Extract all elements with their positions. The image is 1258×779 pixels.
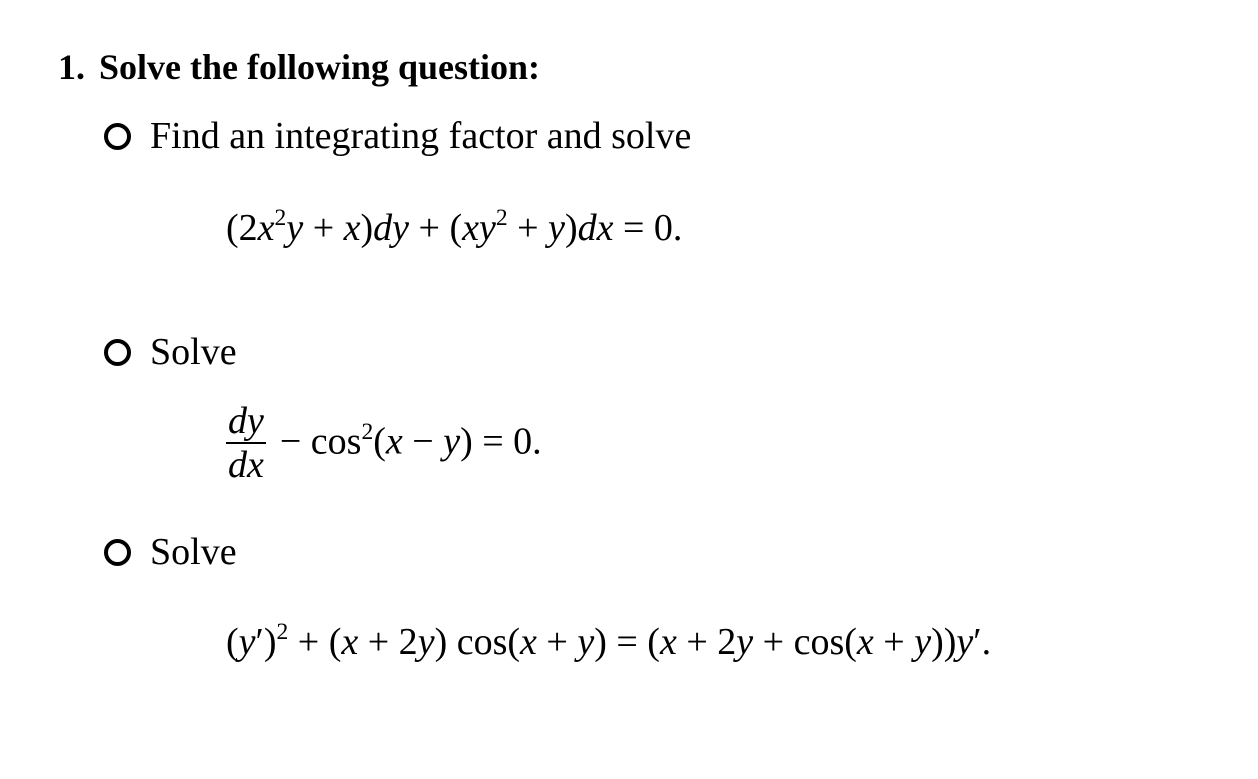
circle-bullet-icon	[104, 539, 131, 566]
circle-bullet-icon	[104, 123, 131, 150]
derivative-fraction: $\frac{dy}{dx}$	[228, 400, 264, 486]
problem-2-label: Solve	[150, 331, 237, 373]
question-title: Solve the following question:	[99, 47, 541, 87]
problem-1-label: Find an integrating factor and solve	[150, 115, 692, 157]
circle-bullet-icon	[104, 339, 131, 366]
equation-3: $(y')^2 + (x + 2y) \cos(x + y) = (x + 2y + \cos(x + y))y'$.	[226, 619, 992, 663]
equation-1: $(2x^2y + x)dy + (xy^2 + y)dx = 0$.	[226, 205, 683, 249]
problem-3-label: Solve	[150, 531, 237, 573]
question-heading	[58, 46, 540, 88]
problem-3-item	[104, 530, 237, 574]
problem-2-item	[104, 330, 237, 374]
problem-1-item	[104, 114, 691, 158]
question-number: 1.	[58, 47, 85, 87]
equation-2: $\frac{dy}{dx}$ − $\cos^2(x - y) = 0$.	[228, 400, 542, 486]
